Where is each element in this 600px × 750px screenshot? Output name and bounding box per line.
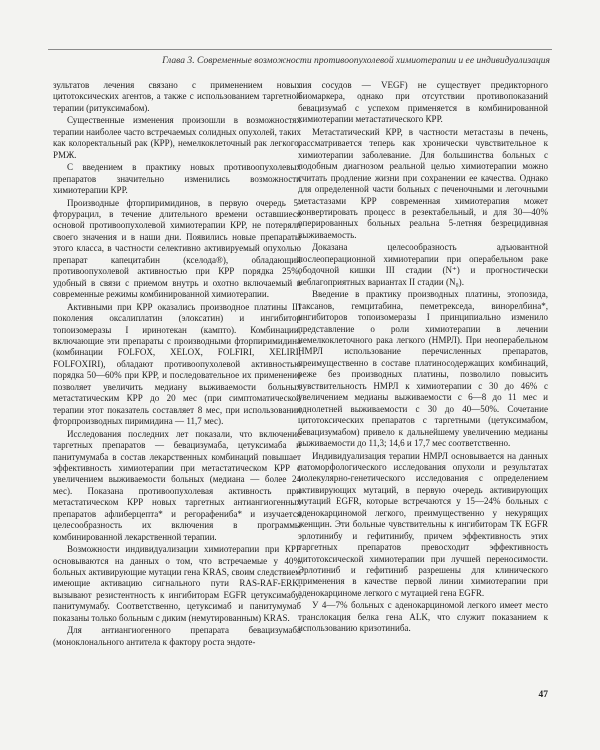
paragraph: Активными при КРР оказались производное платины III поколения оксалиплатин (элоксатин) и ингибитор топоизомеразы I иринотекан (кампто). Комбинации, включающие эти препараты с производными фторпиримидина (комбинации FOLFOX, XELOX, FOLFIRI, XELIRI, FOLFOXIRI), обладают противоопухолевой активностью порядка 50—60% при КРР, и последовательное их применение позволяет увеличить медиану выживаемости больных метастатическим КРР до 20 мес (при симптоматической терапии этот показатель составляет 8 мес, при использовании фторпроизводных пиримидина — 11,7 мес).: [53, 301, 301, 427]
paragraph: У 4—7% больных с аденокарциномой легкого имеет место транслокация белка гена ALK, что служит показанием к использованию кризотиниба.: [298, 600, 548, 634]
paragraph: Введение в практику производных платины, этопозида, таксанов, гемцитабина, пеметрекседа, винорелбина*, ингибиторов топоизомеразы I принципиально изменило представление о роли химиотерапии в лечении немелкоклеточного рака легкого (НМРЛ). При неоперабельном НМРЛ использование перечисленных препаратов, преимущественно в составе платиносодержащих комбинаций, реже без производных платины, позволило повысить чувствительность НМРЛ к химиотерапии с 30 до 46% с увеличением медианы выживаемости с 6—8 до 11 мес и однолетней выживаемости с 30 до 40—50%. Сочетание цитотоксических препаратов с таргетными (цетуксимабом, бевацизумабом) привело к дальнейшему увеличению медианы выживаемости до 11,3; 14,6 и 17,7 мес соответственно.: [298, 289, 548, 449]
page-number: 47: [538, 690, 548, 700]
paragraph: зультатов лечения связано с применением новых цитотоксических агентов, а также с использованием таргетной терапии (ритуксимабом).: [53, 80, 301, 113]
running-head: Глава 3. Современные возможности противоопухолевой химиотерапии и ее индивидуализация: [162, 55, 550, 66]
paragraph: С введением в практику новых противоопухолевых препаратов значительно изменились возможности химиотерапии КРР.: [53, 162, 301, 196]
paragraph: Существенные изменения произошли в возможностях терапии наиболее часто встречаемых солидных опухолей, таких как колоректальный рак (КРР), немелкоклеточный рак легкого, РМЖ.: [53, 115, 301, 160]
header-rule: [48, 49, 552, 50]
paragraph: Исследования последних лет показали, что включение таргетных препаратов — бевацизумаба, цетуксимаба и панитумумаба в состав лекарственных комбинаций повышает эффективность химиотерапии при метастатическом КРР с увеличением выживаемости больных (медиана — более 24 мес). Показана противоопухолевая активность при метастатическом КРР новых таргетных антиангиогенных препаратов афлиберцепта* и регорафениба* и изучается целесообразность их включения в программы комбинированной лекарственной терапии.: [53, 428, 301, 542]
paragraph: Возможности индивидуализации химиотерапии при КРР основываются на данных о том, что встречаемые у 40% больных активирующие мутации гена KRAS, своим следствием имеющие активацию сигнального пути RAS-RAF-ERK, вызывают резистентность к ингибиторам EGFR цетуксимабу, панитумумабу. Соответственно, цетуксимаб и панитумумаб показаны только больным с диким (немутированным) KRAS.: [53, 544, 301, 623]
paragraph: Доказана целесообразность адъювантной послеоперационной химиотерапии при операбельном раке ободочной кишки III стадии (N⁺) и прогностически неблагоприятных вариантах II стадии (N₀).: [298, 242, 548, 287]
paragraph: Производные фторпиримидинов, в первую очередь 5-фторурацил, в течение длительного времени оставшиеся основой противоопухолевой химиотерапии КРР, не потеряли своего значения и в наши дни. Появились новые препараты этого класса, в частности селективно активируемый опухолью препарат капецитабин (кселода®), обладающий противоопухолевой активностью при КРР порядка 25%, удобный в связи с приемом внутрь и охотно включаемый в современные режимы комбинированной химиотерапии.: [53, 197, 301, 300]
paragraph: Метастатический КРР, в частности метастазы в печень, рассматривается теперь как хронически чувствительное к химиотерапии заболевание. Для большинства больных с подобным диагнозом реальной целью химиотерапии можно считать продление жизни при сохранении ее качества. Однако для определенной части больных с печеночными и легочными метастазами КРР современная химиотерапия может конвертировать процесс в резектабельный, и для 30—40% оперированных больных реальна 5-летняя безрецидивная выживаемость.: [298, 126, 548, 240]
left-column: [53, 80, 301, 648]
paragraph: лия сосудов — VEGF) не существует предикторного биомаркера, однако при отсутствии противопоказаний бевацизумаб с успехом применяется в комбинированной химиотерапии метастатического КРР.: [298, 80, 548, 125]
paragraph: Индивидуализация терапии НМРЛ основывается на данных патоморфологического исследования опухоли и результатах молекулярно-генетического исследования с определением активирующих мутаций, в первую очередь активирующих мутаций EGFR, которые встречаются у 15—24% больных с аденокарциномой легкого, преимущественно у некурящих женщин. Эти больные чувствительны к ингибиторам ТК EGFR эрлотинибу и гефитинибу, причем эффективность этих таргетных препаратов превосходит эффективность цитотоксической химиотерапии при лучшей переносимости. Эрлотиниб и гефитиниб разрешены для клинического применения в качестве первой линии химиотерапии при аденокарциноме легкого с мутацией гена EGFR.: [298, 450, 548, 598]
right-column: [298, 80, 548, 635]
paragraph: Для антиангиогенного препарата бевацизумаба (моноклонального антитела к фактору роста эндоте-: [53, 625, 301, 647]
